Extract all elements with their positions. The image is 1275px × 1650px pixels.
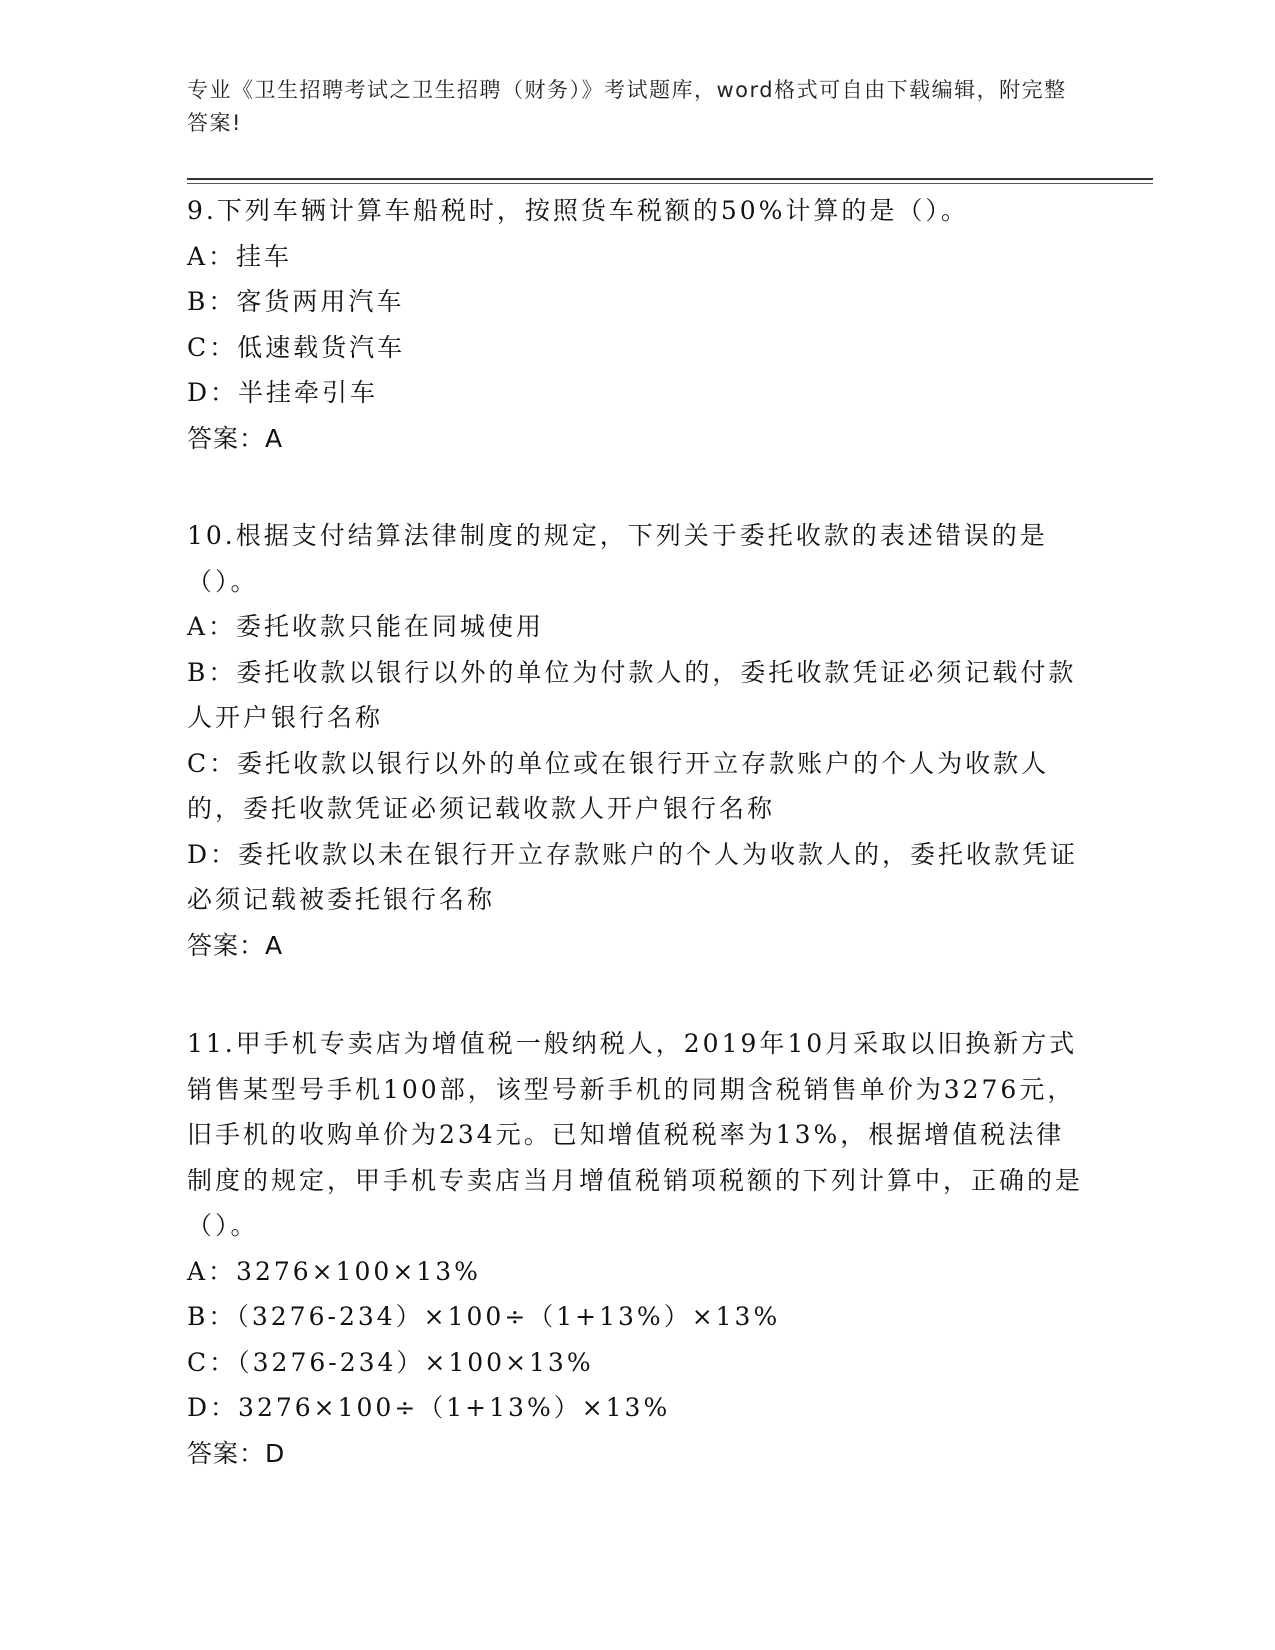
option-a: A：挂车 <box>187 241 293 271</box>
option-c: C：低速载货汽车 <box>187 332 406 362</box>
option-b: B：客货两用汽车 <box>187 287 405 316</box>
header-rule-thin <box>187 183 1153 184</box>
answer-line: 答案：A <box>187 930 284 960</box>
question-11 <box>187 1021 1087 1476</box>
answer-line: 答案：A <box>187 423 284 453</box>
option-d: D：委托收款以未在银行开立存款账户的个人为收款人的，委托收款凭证必须记载被委托银行名称 <box>187 839 1079 914</box>
option-a: A：3276×100×13% <box>187 1256 481 1286</box>
question-list <box>187 188 1087 1476</box>
option-b: B：委托收款以银行以外的单位为付款人的，委托收款凭证必须记载付款人开户银行名称 <box>187 657 1077 732</box>
header-rule-thick <box>187 178 1153 180</box>
answer-line: 答案：D <box>187 1438 286 1468</box>
question-stem: 11.甲手机专卖店为增值税一般纳税人，2019年10月采取以旧换新方式销售某型号手机100部，该型号新手机的同期含税销售单价为3276元，旧手机的收购单价为234元。已知增值税税率为13%，根据增值税法律制度的规定，甲手机专卖店当月增值税销项税额的下列计算中，正确的是（）。 <box>187 1029 1084 1240</box>
question-stem: 10.根据支付结算法律制度的规定，下列关于委托收款的表述错误的是（）。 <box>187 521 1048 596</box>
option-b: B：（3276-234）×100÷（1+13%）×13% <box>187 1302 781 1331</box>
question-9 <box>187 188 1087 461</box>
question-10 <box>187 513 1087 968</box>
document-header: 专业《卫生招聘考试之卫生招聘（财务）》考试题库，word格式可自由下载编辑，附完整答案! <box>187 78 1067 135</box>
option-c: C：（3276-234）×100×13% <box>187 1347 594 1377</box>
option-a: A：委托收款只能在同城使用 <box>187 612 545 641</box>
question-stem: 9.下列车辆计算车船税时，按照货车税额的50%计算的是（）。 <box>187 196 969 225</box>
option-d: D：3276×100÷（1+13%）×13% <box>187 1393 671 1422</box>
option-c: C：委托收款以银行以外的单位或在银行开立存款账户的个人为收款人的，委托收款凭证必须记载收款人开户银行名称 <box>187 748 1050 823</box>
option-d: D：半挂牵引车 <box>187 378 379 407</box>
